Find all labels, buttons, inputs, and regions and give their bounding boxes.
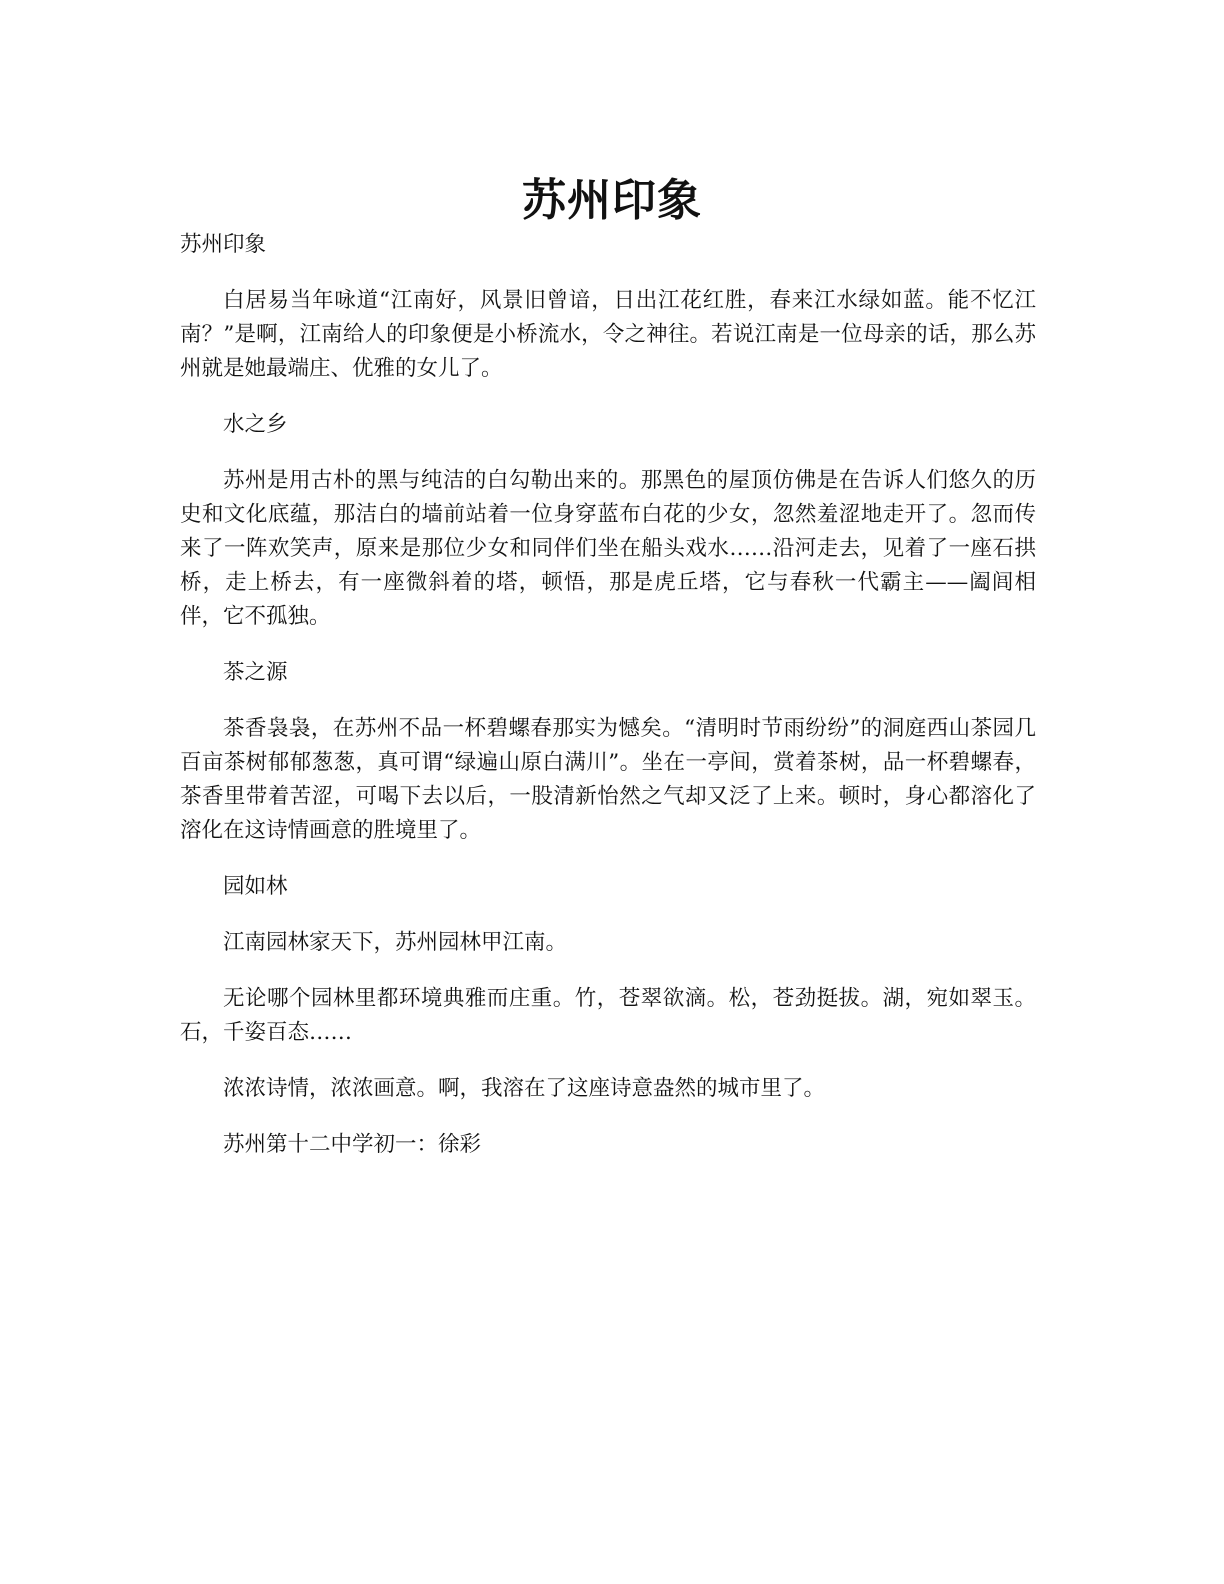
article-body <box>180 228 1036 1184</box>
closing-paragraph: 浓浓诗情，浓浓画意。啊，我溶在了这座诗意盎然的城市里了。 <box>223 1076 826 1101</box>
section-heading-tea: 茶之源 <box>223 660 288 685</box>
water-paragraph: 苏州是用古朴的黑与纯洁的白勾勒出来的。那黑色的屋顶仿佛是在告诉人们悠久的历史和文化底蕴，那洁白的墙前站着一位身穿蓝布白花的少女，忽然羞涩地走开了。忽而传来了一阵欢笑声，原来是那位少女和同伴们坐在船头戏水……沿河走去，见着了一座石拱桥，走上桥去，有一座微斜着的塔，顿悟，那是虎丘塔，它与春秋一代霸主——阖闾相伴，它不孤独。 <box>180 468 1036 629</box>
garden-motto-paragraph: 江南园林家天下，苏州园林甲江南。 <box>223 930 568 955</box>
section-heading-water: 水之乡 <box>223 412 288 437</box>
author-line: 苏州第十二中学初一：徐彩 <box>223 1132 482 1157</box>
page-title: 苏州印象 <box>522 175 702 227</box>
section-heading-garden: 园如林 <box>223 874 288 899</box>
subtitle-paragraph: 苏州印象 <box>180 232 267 257</box>
garden-paragraph: 无论哪个园林里都环境典雅而庄重。竹，苍翠欲滴。松，苍劲挺拔。湖，宛如翠玉。石，千姿百态…… <box>180 986 1036 1045</box>
intro-paragraph: 白居易当年咏道“江南好，风景旧曾谙，日出江花红胜，春来江水绿如蓝。能不忆江南？”是啊，江南给人的印象便是小桥流水，令之神往。若说江南是一位母亲的话，那么苏州就是她最端庄、优雅的女儿了。 <box>180 288 1036 381</box>
tea-paragraph: 茶香袅袅，在苏州不品一杯碧螺春那实为憾矣。“清明时节雨纷纷”的洞庭西山茶园几百亩茶树郁郁葱葱，真可谓“绿遍山原白满川”。坐在一亭间，赏着茶树，品一杯碧螺春，茶香里带着苦涩，可喝下去以后，一股清新怡然之气却又泛了上来。顿时，身心都溶化了溶化在这诗情画意的胜境里了。 <box>180 716 1036 843</box>
